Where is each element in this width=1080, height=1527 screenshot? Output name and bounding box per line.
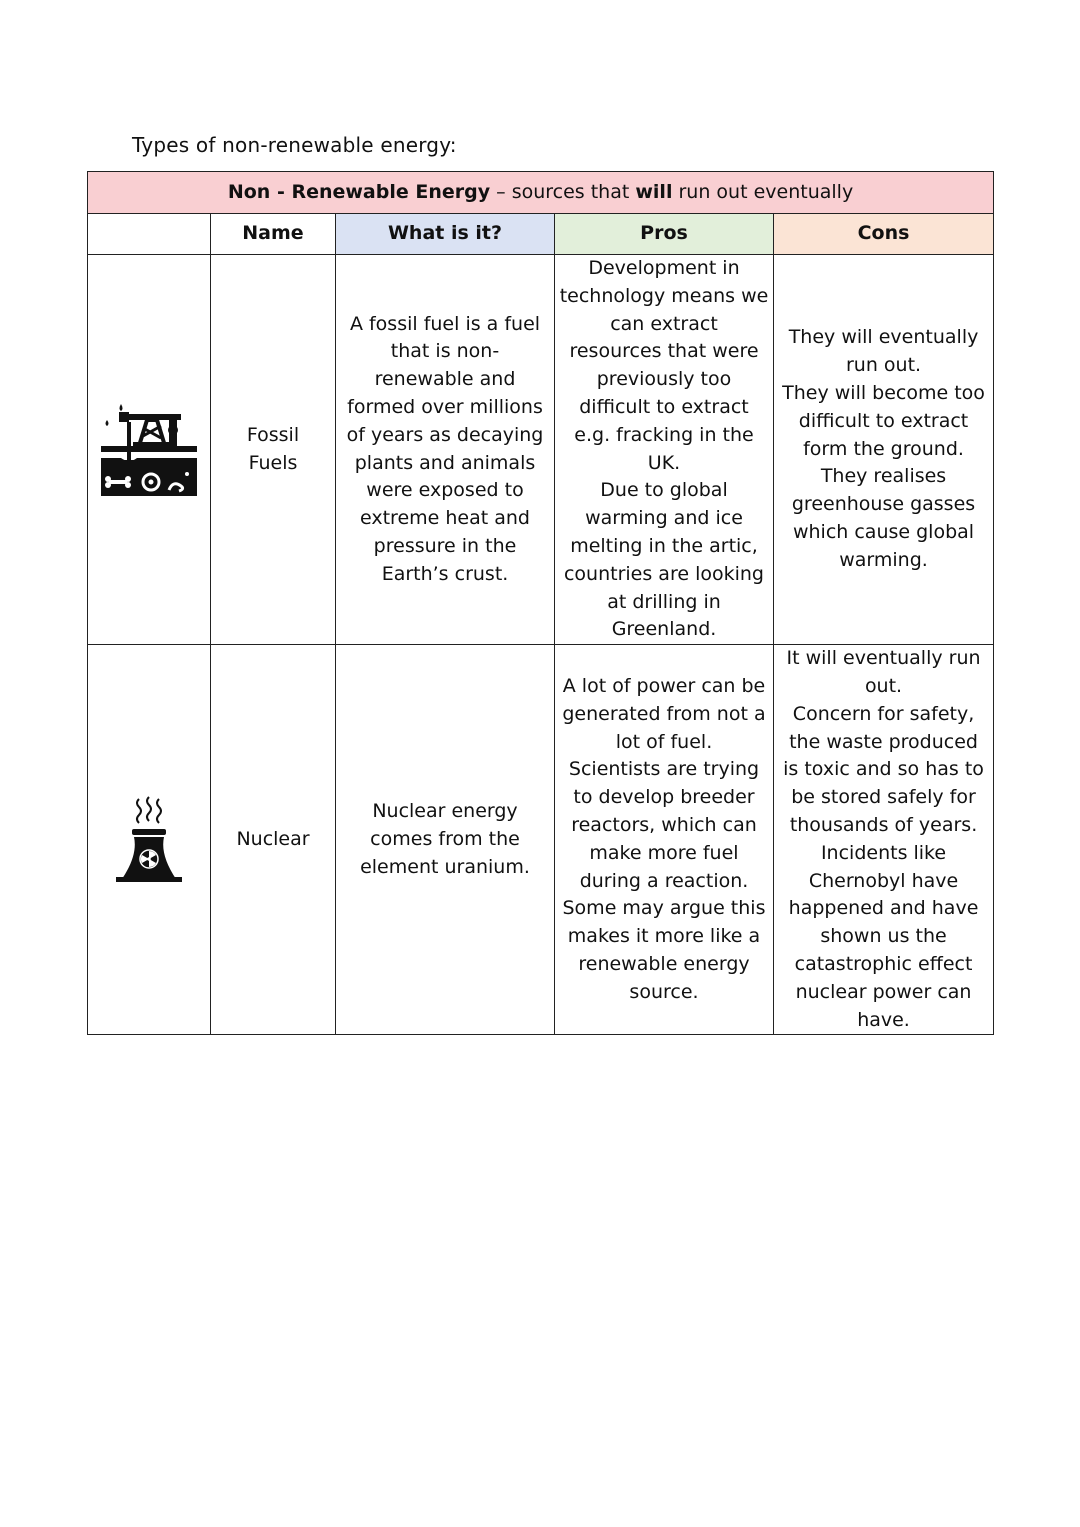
title-part-1: Non - Renewable Energy [227,180,491,203]
row-cons: They will eventually run out. They will become too difficult to extract form the ground. They realises greenhouse gasses which cause global warming. [774,255,994,645]
table-title-row [88,172,994,214]
header-icon-cell [88,214,211,255]
icon-cell [88,645,211,1035]
nuclear-plant-icon [114,795,184,885]
header-cons: Cons [774,214,994,255]
intro-text: Types of non-renewable energy: [132,133,457,157]
table-title [88,172,994,214]
table-row [88,255,994,645]
row-what: A fossil fuel is a fuel that is non- renewable and formed over millions of years as decaying plants and animals were exposed to extreme heat and pressure in the Earth’s crust. [336,255,555,645]
energy-table [87,171,994,1035]
header-name: Name [211,214,336,255]
table-header-row [88,214,994,255]
table-row [88,645,994,1035]
oil-pump-icon [99,400,199,500]
row-name: Fossil Fuels [211,255,336,645]
row-cons: It will eventually run out. Concern for safety, the waste produced is toxic and so has to be stored safely for thousands of years. Incidents like Chernobyl have happened and have shown us the catastrophic effect nuclear power can have. [774,645,994,1035]
header-what: What is it? [336,214,555,255]
title-part-3: will [635,180,673,203]
icon-cell [88,255,211,645]
title-part-4: run out eventually [672,180,854,203]
row-pros: Development in technology means we can extract resources that were previously too difficult to extract e.g. fracking in the UK. Due to global warming and ice melting in the artic, countries are looking at drilling in Greenland. [555,255,774,645]
row-pros: A lot of power can be generated from not a lot of fuel. Scientists are trying to develop breeder reactors, which can make more fuel during a reaction. Some may argue this makes it more like a renewable energy source. [555,645,774,1035]
title-part-2: – sources that [490,180,636,203]
row-name: Nuclear [211,645,336,1035]
row-what: Nuclear energy comes from the element uranium. [336,645,555,1035]
header-pros: Pros [555,214,774,255]
